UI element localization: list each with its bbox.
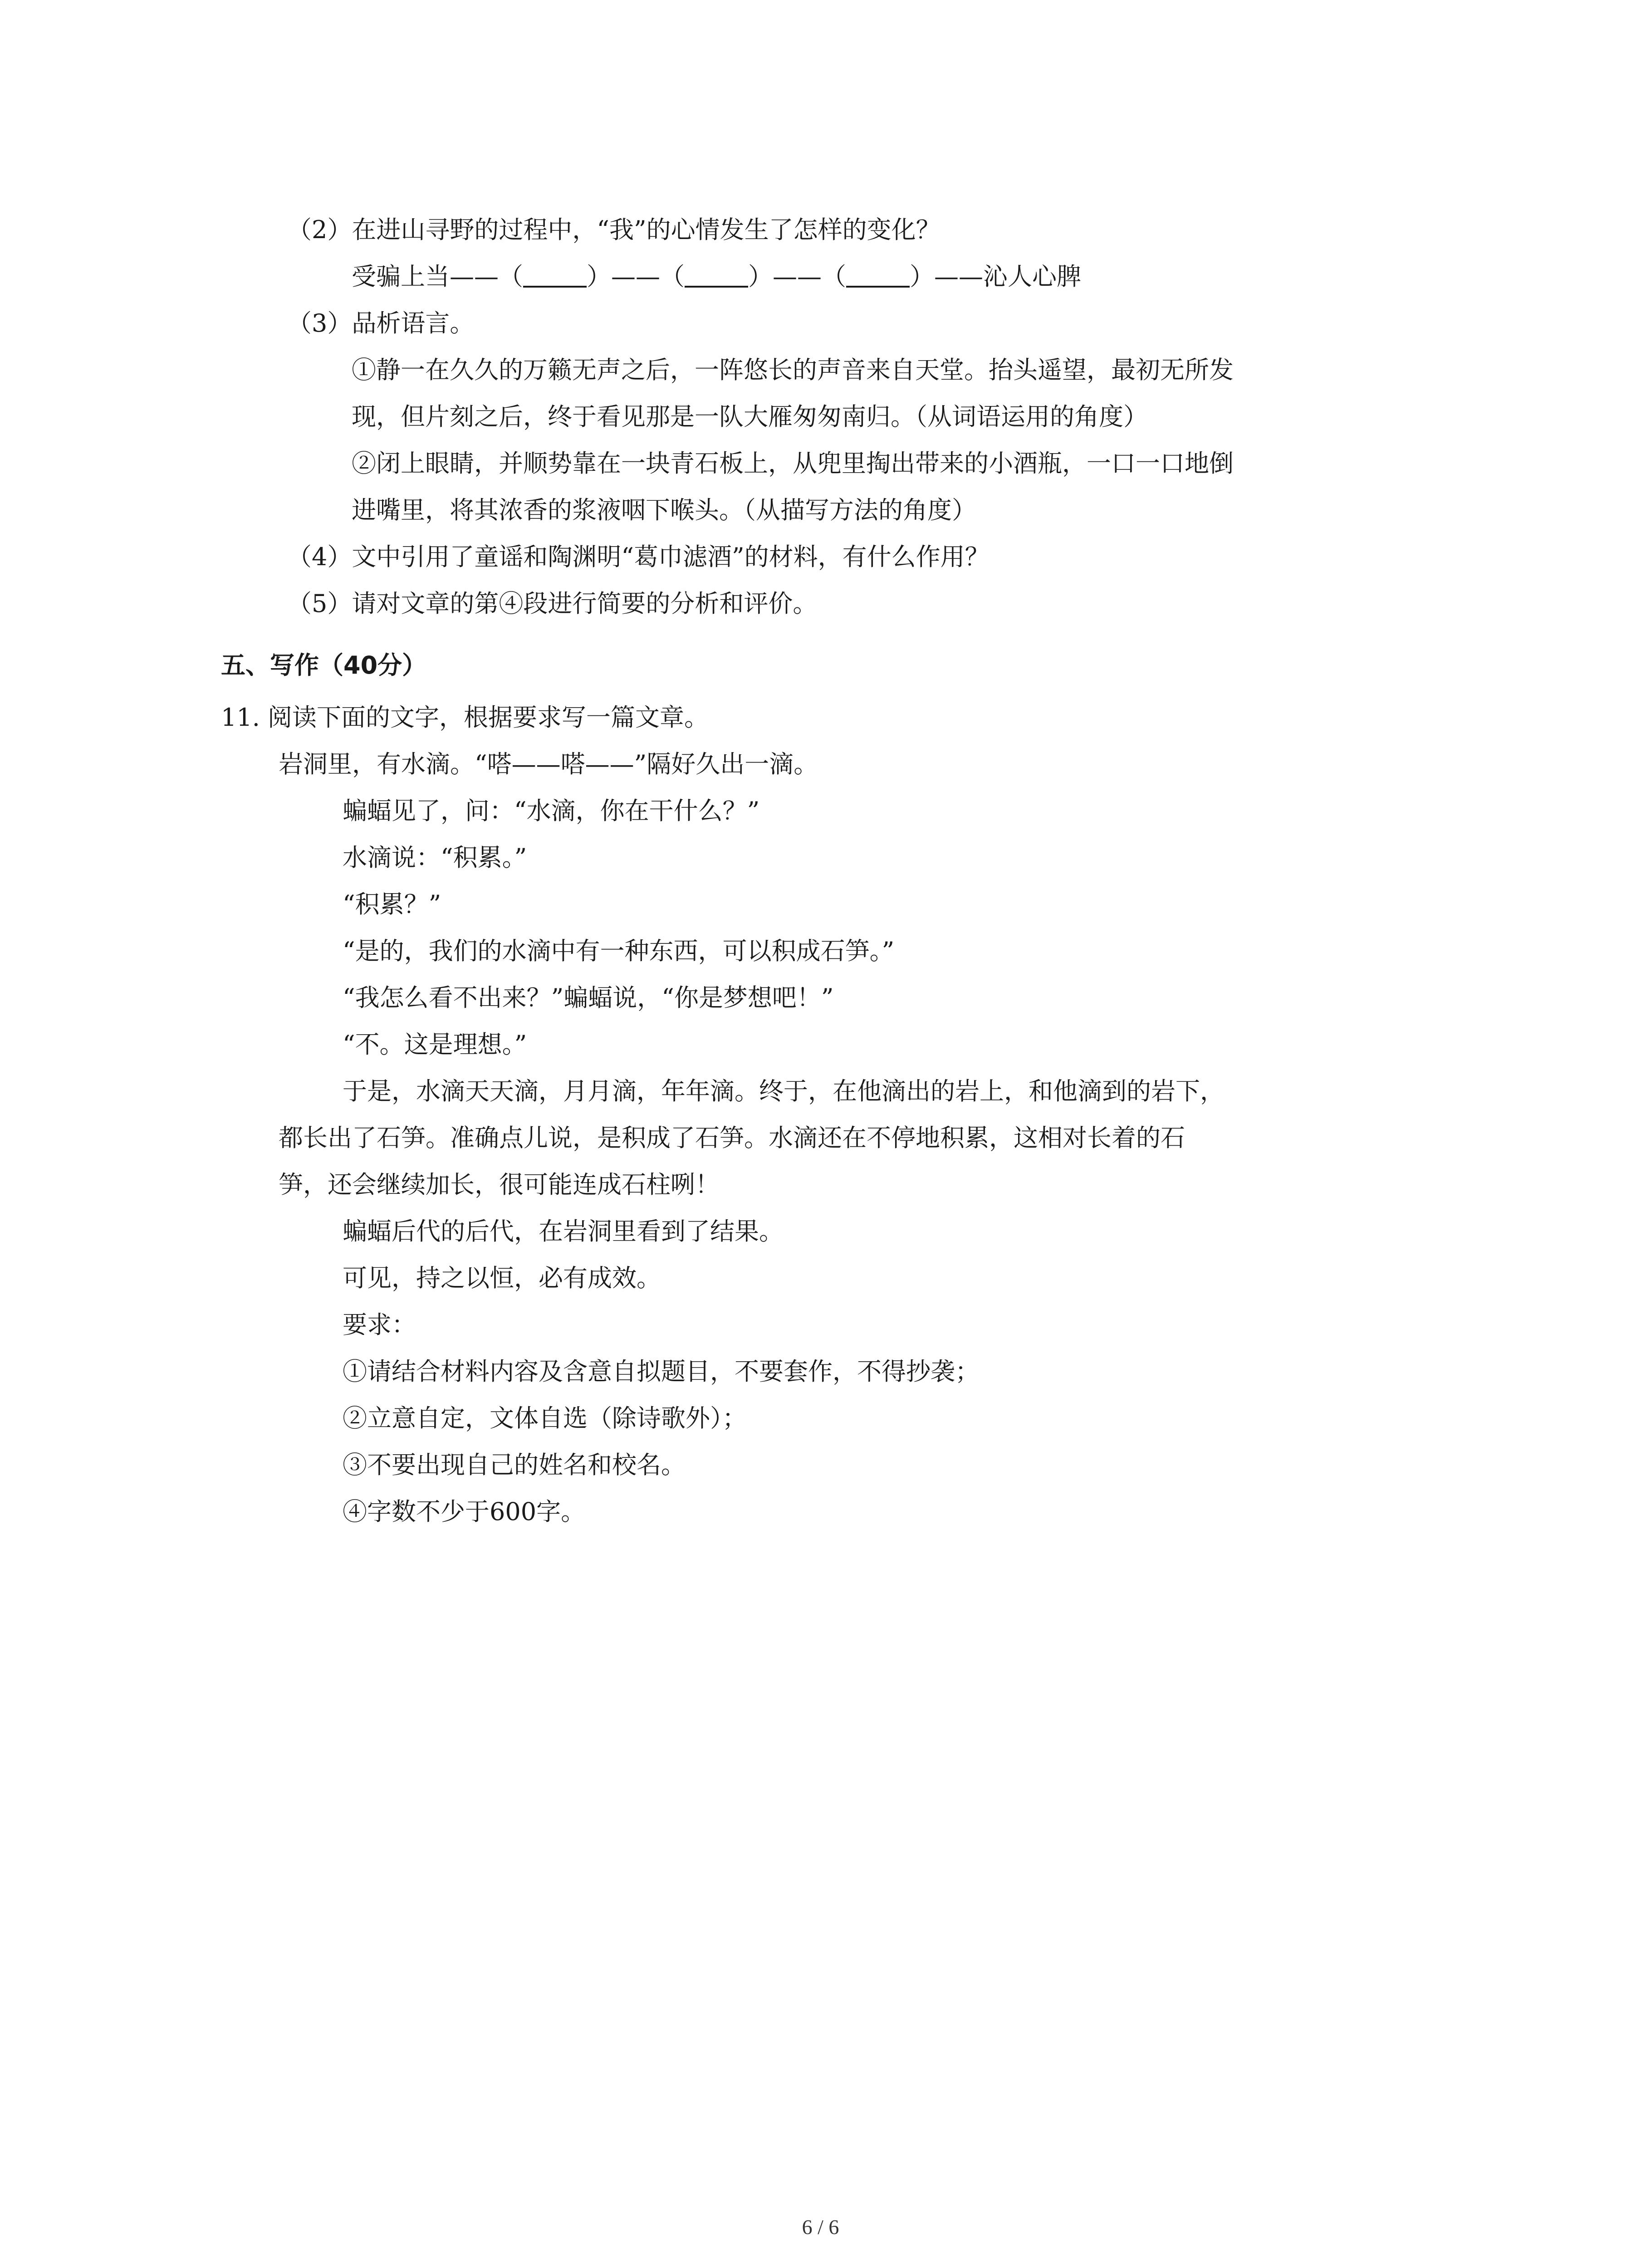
q10-sub3: （3）品析语言。	[287, 309, 475, 337]
q11-text-line: “是的，我们的水滴中有一种东西，可以积成石笋。”	[343, 937, 895, 965]
q10-sub4: （4）文中引用了童谣和陶渊明“葛巾滤酒”的材料，有什么作用？	[287, 543, 989, 571]
answer-blank-2[interactable]	[685, 264, 748, 288]
q11-text-line: “不。这是理想。”	[343, 1030, 527, 1059]
q10-sub5: （5）请对文章的第④段进行简要的分析和评价。	[287, 589, 818, 618]
q11-text-line: 岩洞里，有水滴。“嗒——嗒——”隔好久出一滴。	[279, 750, 818, 778]
q11-requirements-label: 要求：	[343, 1310, 416, 1339]
q11-text-line: 水滴说：“积累。”	[343, 843, 527, 872]
q11-requirement-item: ②立意自定，文体自选（除诗歌外）；	[343, 1404, 747, 1432]
q10-sub3-item1-line1: ①静一在久久的万籁无声之后，一阵悠长的声音来自天堂。抬头遥望，最初无所发	[352, 356, 1234, 384]
answer-chain-start: 受骗上当——（	[352, 262, 523, 291]
q11-requirement-item: ④字数不少于600字。	[343, 1497, 586, 1526]
q11-text-line: “我怎么看不出来？”蝙蝠说，“你是梦想吧！”	[343, 983, 834, 1012]
answer-blank-3[interactable]	[846, 264, 910, 288]
section-heading-writing: 五、写作（40分）	[221, 651, 427, 679]
q11-text-line: “积累？”	[343, 890, 441, 919]
q11-prompt: 11. 阅读下面的文字，根据要求写一篇文章。	[221, 703, 709, 732]
q10-sub3-item1-line2: 现，但片刻之后，终于看见那是一队大雁匆匆南归。（从词语运用的角度）	[352, 402, 1148, 431]
q11-requirement-item: ③不要出现自己的姓名和校名。	[343, 1451, 686, 1479]
q10-sub3-item2-line2: 进嘴里，将其浓香的浆液咽下喉头。（从描写方法的角度）	[352, 496, 976, 524]
page-number: 6 / 6	[802, 2215, 839, 2239]
q10-sub3-item2-line1: ②闭上眼睛，并顺势靠在一块青石板上，从兜里掏出带来的小酒瓶，一口一口地倒	[352, 449, 1234, 478]
answer-chain-mid-2: ）——（	[748, 262, 846, 291]
q11-requirement-item: ①请结合材料内容及含意自拟题目，不要套作，不得抄袭；	[343, 1357, 980, 1386]
answer-chain-mid-1: ）——（	[587, 262, 685, 291]
q11-text-line: 都长出了石笋。准确点儿说，是积成了石笋。水滴还在不停地积累，这相对长着的石	[279, 1124, 1185, 1152]
q11-text-line: 蝙蝠见了，问：“水滴，你在干什么？”	[343, 797, 760, 825]
q10-sub2: （2）在进山寻野的过程中，“我”的心情发生了怎样的变化？	[287, 215, 941, 244]
answer-chain-end: ）——沁人心脾	[910, 262, 1081, 291]
q11-text-line: 于是，水滴天天滴，月月滴，年年滴。终于，在他滴出的岩上，和他滴到的岩下，	[343, 1077, 1225, 1105]
q11-text-line: 蝙蝠后代的后代，在岩洞里看到了结果。	[343, 1217, 784, 1246]
q11-text-line: 笋，还会继续加长，很可能连成石柱咧！	[279, 1170, 720, 1199]
q11-text-line: 可见，持之以恒，必有成效。	[343, 1264, 661, 1292]
answer-blank-1[interactable]	[523, 264, 587, 288]
q10-sub2-answer-chain	[352, 262, 1081, 292]
